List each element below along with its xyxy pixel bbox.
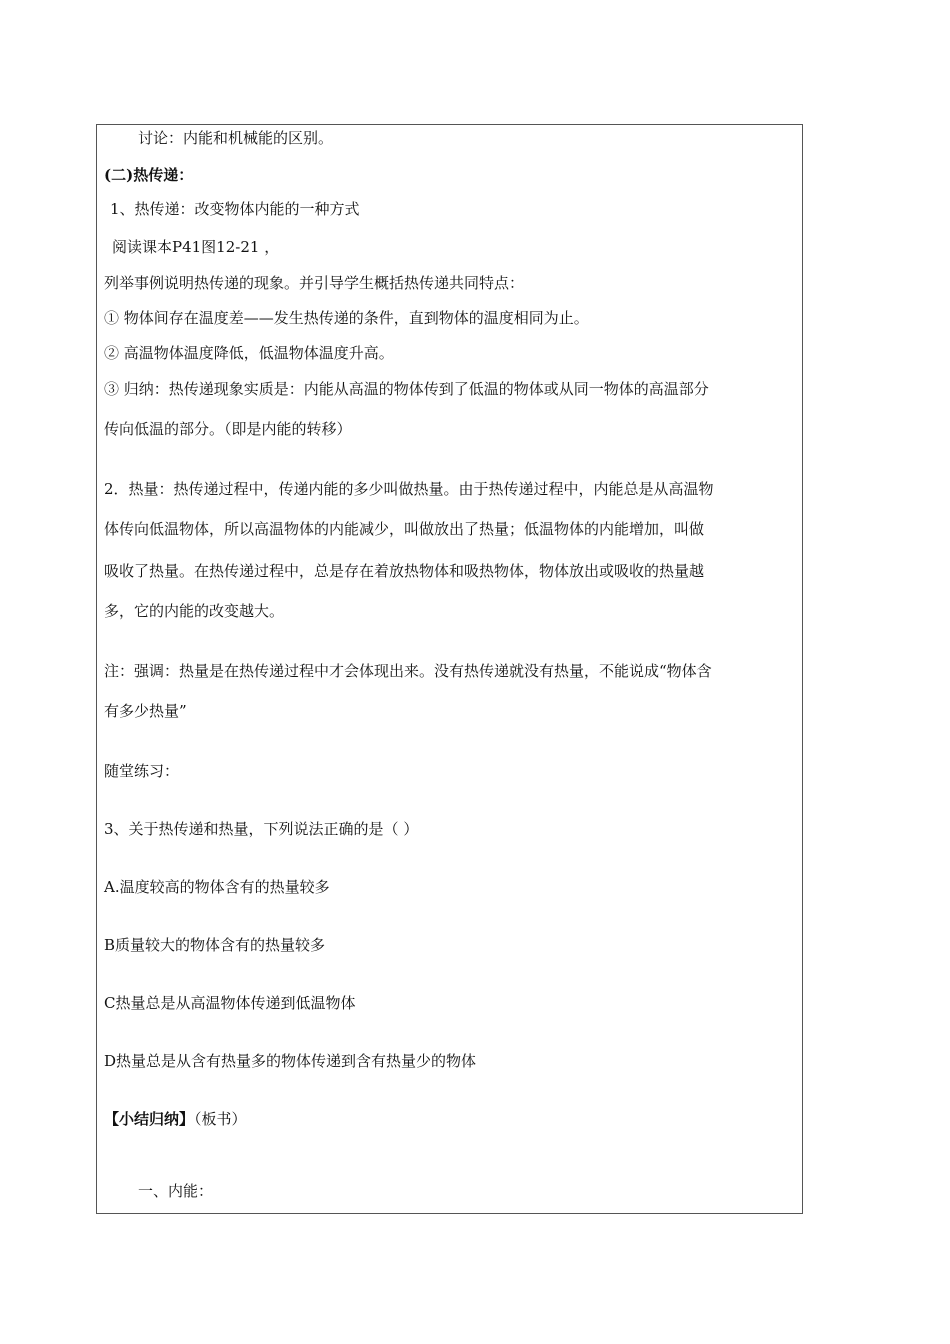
summary-note: （板书） bbox=[194, 1110, 247, 1128]
practice-heading: 随堂练习： bbox=[104, 762, 180, 780]
heat-quantity-para-3: 吸收了热量。在热传递过程中，总是存在着放热物体和吸热物体，物体放出或吸收的热量越 bbox=[104, 562, 705, 580]
heat-transfer-definition: 1、热传递：改变物体内能的一种方式 bbox=[110, 200, 360, 218]
question-3: 3、关于热传递和热量，下列说法正确的是（ ） bbox=[104, 820, 419, 838]
heat-quantity-para-1: 2．热量：热传递过程中，传递内能的多少叫做热量。由于热传递过程中，内能总是从高温物 bbox=[104, 480, 714, 498]
note-line-2: 有多少热量” bbox=[104, 702, 187, 720]
heat-quantity-para-4: 多，它的内能的改变越大。 bbox=[104, 602, 285, 620]
textbook-reference: 阅读课本P41图12-21 ， bbox=[112, 238, 280, 256]
internal-energy-heading: 一、内能： bbox=[138, 1182, 214, 1200]
option-b: B质量较大的物体含有的热量较多 bbox=[104, 936, 326, 954]
summary-heading: 【小结归纳】 bbox=[104, 1110, 195, 1128]
discussion-line: 讨论：内能和机械能的区别。 bbox=[138, 129, 334, 147]
feature-item-3: ③ 归纳：热传递现象实质是：内能从高温的物体传到了低温的物体或从同一物体的高温部分 bbox=[104, 380, 709, 398]
option-d: D热量总是从含有热量多的物体传递到含有热量少的物体 bbox=[104, 1052, 477, 1070]
option-a: A.温度较高的物体含有的热量较多 bbox=[104, 878, 330, 896]
examples-instruction: 列举事例说明热传递的现象。并引导学生概括热传递共同特点： bbox=[104, 274, 525, 292]
feature-item-3-cont: 传向低温的部分。（即是内能的转移） bbox=[104, 420, 352, 438]
summary-line bbox=[104, 1109, 247, 1129]
heat-quantity-para-2: 体传向低温物体，所以高温物体的内能减少，叫做放出了热量；低温物体的内能增加，叫做 bbox=[104, 520, 705, 538]
feature-item-2: ② 高温物体温度降低，低温物体温度升高。 bbox=[104, 344, 394, 362]
note-line-1: 注：强调：热量是在热传递过程中才会体现出来。没有热传递就没有热量，不能说成“物体含 bbox=[104, 662, 712, 680]
option-c: C热量总是从高温物体传递到低温物体 bbox=[104, 994, 356, 1012]
feature-item-1: ① 物体间存在温度差——发生热传递的条件，直到物体的温度相同为止。 bbox=[104, 309, 589, 327]
section-heading-heat-transfer: (二)热传递： bbox=[104, 166, 194, 184]
